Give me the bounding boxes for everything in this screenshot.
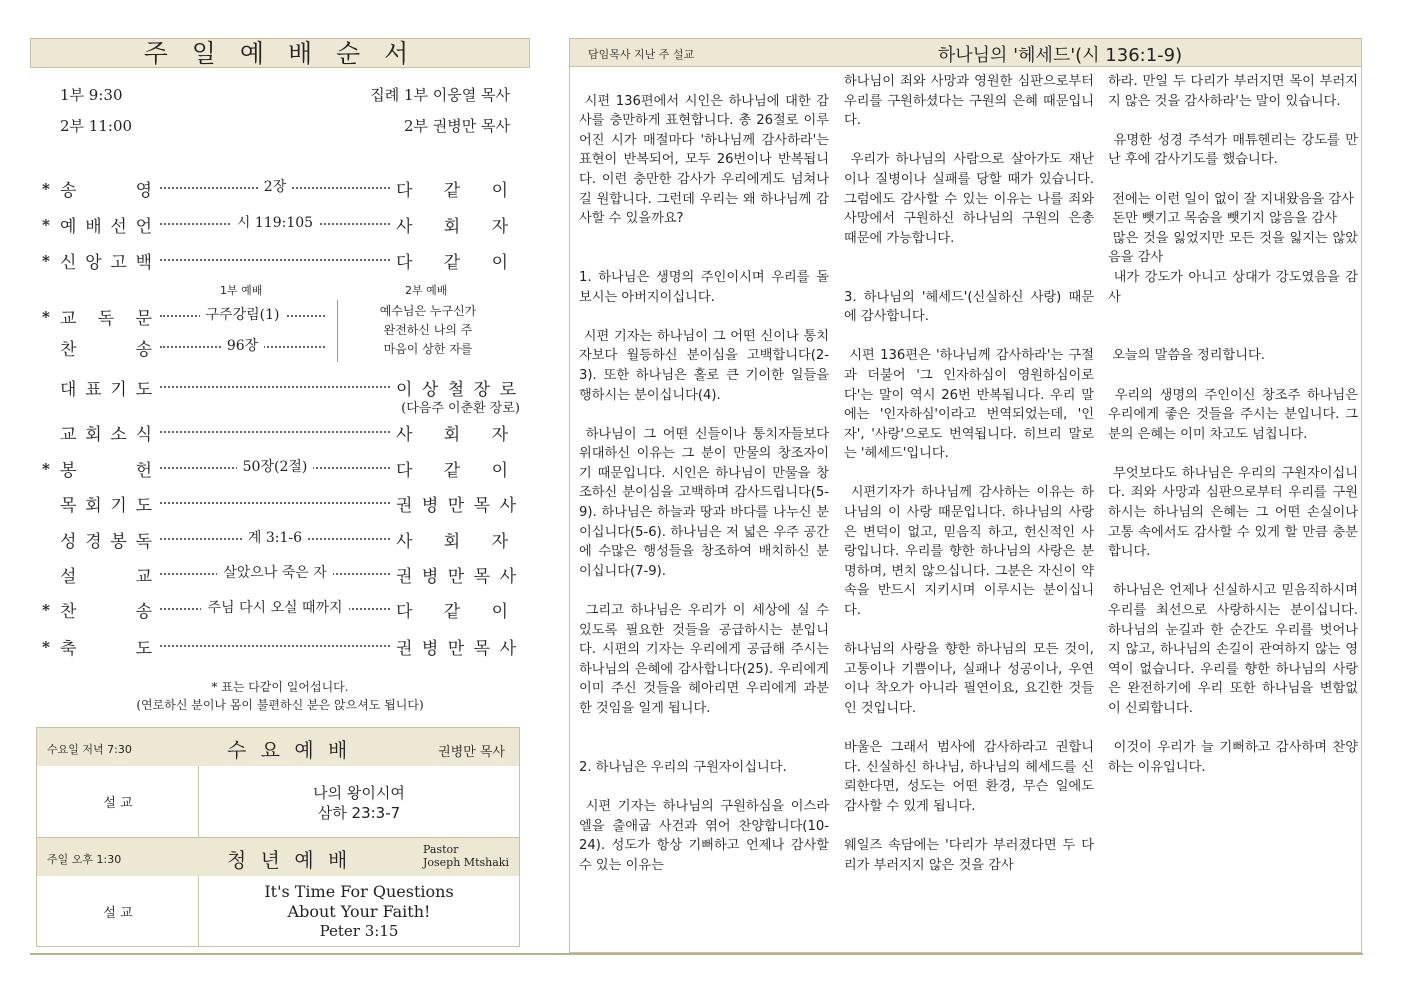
standing-mark: * [42, 180, 50, 198]
leader-char: 회 [443, 217, 461, 237]
order-item-char: 회 [85, 425, 102, 445]
order-item-name [60, 456, 152, 481]
order-item-detail-text: 50장(2절) [237, 459, 314, 475]
leader-char: 사 [499, 639, 516, 659]
order-item-char: 기 [110, 380, 127, 400]
order-item-char: 예 [60, 217, 77, 237]
order-row [42, 248, 516, 272]
order-item-char: 경 [85, 532, 102, 552]
order-item-leader [396, 527, 508, 552]
standing-mark: * [42, 216, 50, 234]
order-item-char: 축 [60, 639, 77, 659]
order-item-detail [160, 176, 390, 196]
order-item-char: 대 [60, 380, 77, 400]
order-item-char: 송 [135, 602, 152, 622]
order-item-char: 도 [135, 496, 152, 516]
leader-dots [160, 386, 390, 388]
leader-char: 권 [396, 496, 413, 516]
order-item-detail-text: 2장 [258, 179, 292, 195]
order-row [42, 375, 520, 416]
leader-char: 사 [499, 496, 516, 516]
order-item-char: 송 [60, 181, 77, 201]
order-row [42, 597, 516, 621]
order-item-leader-sub: (다음주 이춘환 장로) [401, 401, 520, 416]
hymn-2bu-line: 예수님은 누구신가 [379, 304, 477, 318]
sermon-column-3: 하라. 만일 두 다리가 부러지면 목이 부러지지 않은 것을 감사하라'는 말이 있습니다. 유명한 성경 주석가 매튜헨리는 강도를 만난 후에 감사기도를 했습니다. 전에는 이런 일이 없이 잘 지내왔음을 감사 돈만 뺏기고 목숨을 뺏기지 않음을 감사 많은 것을 잃었지만 모든 것을 잃지는 않았음을 감사 내가 강도가 아니고 상대가 강도였음을 감사 오늘의 말씀을 정리합니다. 우리의 생명의 주인이신 창조주 하나님은 우리에게 좋은 것들을 주시는 분입니다. 그분의 은혜는 이미 차고도 넘칩니다. 무엇보다도 하나님은 우리의 구원자이십니다. 죄와 사망과 심판으로부터 우리를 구원하시는 하나님의 은혜는 그 어떤 손실이나 고통 속에서도 감사할 수 있게 할 만큼 충분합니다. 하나님은 언제나 신실하시고 믿음직하시며 우리를 최선으로 사랑하시는 분이십니다. 하나님의 눈길과 한 순간도 우리를 벗어나지 않고, 하나님의 손길이 관여하지 않는 영역이 없습니다. 우리를 향한 하나님의 사랑은 완전하기에 우리 또한 하나님을 변함없이 신뢰합니다. 이것이 우리가 늘 기뻐하고 감사하며 찬양하는 이유입니다. [1108, 74, 1358, 775]
sermon-title: 하나님의 '헤세드'(시 136:1-9) [937, 45, 1183, 66]
youth-label: 설 교 [103, 906, 133, 921]
wednesday-sermon-title: 나의 왕이시여 [313, 784, 405, 802]
order-item-detail [160, 304, 325, 324]
order-item-name [60, 304, 152, 329]
hymn-2bu-line: 완전하신 나의 주 [383, 323, 473, 337]
order-row [42, 456, 516, 480]
sermon-column-2: 하나님이 죄와 사망과 영원한 심판으로부터 우리를 구원하셨다는 구원의 은혜 때문입니다. 우리가 하나님의 사람으로 살아가도 재난이나 질병이나 실패를 당할 때가 있습니다. 그럼에도 감사할 수 있는 이유는 나를 죄와 사망에서 구원하신 하나님의 구원의 은총 때문에 가능합니다. 3. 하나님의 '헤세드'(신실하신 사랑) 때문에 감사합니다. 시편 136편은 '하나님께 감사하라'는 구절과 더불어 '그 인자하심이 영원하심이로다'는 말이 역시 26번 반복됩니다. 우리 말에는 '인자하심'이라고 번역되었는데, '인자', '사랑'으로도 번역됩니다. 히브리 말로는 '헤세드'입니다. 시편기자가 하나님께 감사하는 이유는 하나님의 이 사랑 때문입니다. 하나님의 사랑은 변덕이 없고, 믿음직 하고, 헌신적인 사랑입니다. 우리를 향한 하나님의 사랑은 분명하며, 변치 않으십니다. 그분은 자신이 약속을 반드시 지키시며 이루시는 분이십니다. 하나님의 사랑을 향한 하나님의 모든 것이, 고통이나 기쁨이나, 실패나 성공이나, 우연이나 착오가 아니라 필연이요, 요긴한 것들인 것입니다. 바울은 그래서 범사에 감사하라고 권합니다. 신실하신 하나님, 하나님의 헤세드를 신뢰한다면, 성도는 어떤 환경, 무슨 일에도 감사할 수 있게 됩니다. 웨일즈 속담에는 '다리가 부러졌다면 두 다리가 부러지지 않은 것을 감사 [844, 74, 1094, 873]
leader-char: 다 [396, 181, 413, 201]
youth-sermon-line-2: About Your Faith! [287, 902, 431, 921]
leader-dots [160, 502, 390, 504]
order-item-char: 교 [60, 309, 77, 329]
leader-char: 같 [443, 602, 461, 622]
order-item-detail [160, 456, 390, 476]
order-item-detail [160, 212, 390, 232]
label-2bu: 2부 예배 [405, 284, 448, 297]
service-time-1: 1부 9:30 [60, 86, 123, 104]
order-item-name [60, 375, 152, 400]
wednesday-scripture: 삼하 23:3-7 [317, 804, 401, 822]
leader-char: 다 [396, 253, 413, 273]
order-item-char: 문 [135, 309, 152, 329]
leader-char: 사 [396, 532, 413, 552]
leader-char: 회 [443, 425, 461, 445]
order-item-detail [160, 527, 390, 547]
leader-char: 다 [396, 461, 413, 481]
order-item-char: 배 [85, 217, 102, 237]
standing-note: * 표는 다같이 일어섭니다. [211, 680, 349, 694]
order-item-detail-text: 96장 [221, 338, 264, 354]
youth-service-box [36, 837, 520, 947]
wednesday-time: 수요일 저녁 7:30 [47, 743, 132, 756]
leader-dots [160, 431, 390, 433]
order-row [42, 634, 516, 658]
youth-scripture: Peter 3:15 [319, 922, 399, 940]
leader-char: 회 [443, 532, 461, 552]
order-item-char: 선 [110, 217, 127, 237]
order-item-detail-text: 구주강림(1) [200, 307, 286, 323]
leader-char: 사 [499, 567, 516, 587]
order-row [42, 562, 516, 586]
order-item-char: 독 [97, 309, 115, 329]
order-item-leader [396, 634, 516, 659]
order-item-char: 기 [110, 496, 127, 516]
order-item-char: 봉 [60, 461, 77, 481]
wednesday-title: 수 요 예 배 [227, 738, 352, 762]
standing-mark: * [42, 601, 50, 619]
order-row [42, 491, 516, 515]
order-item-leader [396, 491, 516, 516]
standing-mark: * [42, 638, 50, 656]
order-row [42, 527, 516, 551]
leader-char: 로 [499, 380, 516, 400]
leader-char: 만 [447, 567, 465, 587]
standing-mark: * [42, 460, 50, 478]
order-item-leader [396, 176, 508, 201]
leader-char: 이 [491, 461, 508, 481]
hymn-2bu [348, 302, 508, 359]
leader-char: 이 [491, 181, 508, 201]
standing-mark: * [42, 308, 50, 326]
order-item-detail-text: 시 119:105 [231, 215, 319, 231]
order-item-leader [396, 420, 508, 445]
youth-sermon-line-1: It's Time For Questions [264, 882, 454, 901]
leader-char: 사 [396, 425, 413, 445]
leader-line-1: 집례 1부 이웅열 목사 [370, 86, 510, 104]
order-item-name [60, 597, 152, 622]
order-item-char: 교 [60, 425, 77, 445]
order-item-name [60, 634, 152, 659]
sermon-tag: 담임목사 지난 주 설교 [588, 48, 695, 61]
order-item-leader [396, 597, 508, 622]
order-item-name [60, 248, 152, 273]
order-item-detail [160, 335, 325, 355]
order-item-char: 회 [85, 496, 102, 516]
order-item-char: 앙 [85, 253, 102, 273]
hymn-2bu-line: 마음이 상한 자를 [383, 342, 473, 356]
leader-char: 이 [491, 602, 508, 622]
leader-char: 사 [396, 217, 413, 237]
youth-title: 청 년 예 배 [227, 848, 352, 872]
order-item-detail-text: 주님 다시 오실 때까지 [201, 600, 348, 616]
order-item-char: 고 [110, 253, 127, 273]
youth-pastor-title: Pastor [423, 843, 459, 856]
order-item-char: 찬 [60, 340, 77, 360]
leader-char: 병 [421, 567, 439, 587]
leader-char: 병 [421, 639, 439, 659]
order-row [42, 212, 516, 236]
leader-char: 권 [396, 639, 413, 659]
order-item-char: 헌 [135, 461, 152, 481]
leader-char: 목 [473, 496, 491, 516]
leader-char: 같 [443, 181, 461, 201]
order-item-char: 식 [135, 425, 152, 445]
sermon-header [569, 38, 1362, 67]
order-item-detail [160, 562, 390, 582]
order-item-char: 소 [110, 425, 127, 445]
seated-note: (연로하신 분이나 몸이 불편하신 분은 앉으셔도 됩니다) [136, 698, 424, 712]
leader-char: 같 [443, 461, 461, 481]
order-row [42, 420, 516, 444]
leader-char: 자 [491, 532, 508, 552]
order-item-char: 찬 [60, 602, 77, 622]
order-item-name [60, 335, 152, 360]
leader-char: 권 [396, 567, 413, 587]
leader-char: 병 [421, 496, 439, 516]
order-item-leader [396, 212, 508, 237]
order-item-char: 독 [135, 532, 152, 552]
order-item-char: 성 [60, 532, 77, 552]
leader-char: 자 [491, 217, 508, 237]
leader-char: 장 [473, 380, 491, 400]
leader-char: 목 [473, 567, 491, 587]
label-1bu: 1부 예배 [220, 284, 263, 297]
hymn-divider [337, 300, 338, 362]
order-item-char: 표 [85, 380, 102, 400]
order-item-name [60, 176, 152, 201]
order-item-detail-text: 계 3:1-6 [242, 530, 308, 546]
order-item-char: 신 [60, 253, 77, 273]
leader-char: 만 [447, 639, 465, 659]
order-item-char: 설 [60, 567, 77, 587]
order-item-detail-text: 살았으나 죽은 자 [217, 565, 333, 581]
order-item-leader [396, 562, 516, 587]
leader-dots [160, 259, 390, 261]
leader-line-2: 2부 권병만 목사 [403, 117, 510, 135]
order-item-char: 언 [135, 217, 152, 237]
order-item-name [60, 491, 152, 516]
order-item-name [60, 212, 152, 237]
order-item-leader [396, 248, 508, 273]
service-time-2: 2부 11:00 [60, 117, 133, 135]
worship-order-panel [30, 36, 530, 956]
leader-char: 상 [421, 380, 439, 400]
leader-char: 철 [447, 380, 465, 400]
order-row [42, 176, 516, 200]
order-item-name [60, 562, 152, 587]
order-item-char: 백 [135, 253, 152, 273]
order-item-char: 송 [135, 340, 152, 360]
leader-dots [160, 645, 390, 647]
order-item-name [60, 527, 152, 552]
leader-char: 다 [396, 602, 413, 622]
order-item-char: 봉 [110, 532, 127, 552]
leader-char: 만 [447, 496, 465, 516]
leader-char: 이 [396, 380, 413, 400]
wednesday-pastor: 권병만 목사 [438, 745, 505, 760]
order-item-char: 도 [135, 639, 152, 659]
worship-order-title: 주 일 예 배 순 서 [30, 38, 530, 68]
youth-time: 주일 오후 1:30 [47, 853, 122, 866]
order-item-char: 목 [60, 496, 77, 516]
order-item-detail [160, 597, 390, 617]
leader-char: 자 [491, 425, 508, 445]
order-item-leader [396, 456, 508, 481]
wednesday-label: 설 교 [103, 796, 133, 811]
leader-char: 같 [443, 253, 461, 273]
standing-mark: * [42, 252, 50, 270]
youth-pastor-name: Joseph Mtshaki [423, 856, 509, 869]
order-item-char: 교 [135, 567, 152, 587]
order-item-char: 도 [135, 380, 152, 400]
leader-char: 목 [473, 639, 491, 659]
order-item-name [60, 420, 152, 445]
leader-char: 이 [491, 253, 508, 273]
order-item-char: 영 [135, 181, 152, 201]
wednesday-service-box [36, 727, 520, 839]
sermon-body [569, 66, 1362, 953]
sermon-column-1: 시편 136편에서 시인은 하나님에 대한 감사를 충만하게 표현합니다. 총 26절로 이루어진 시가 매절마다 '하나님께 감사하라'는 표현이 반복되어, 모두 26번이나 반복됩니다. 이런 충만한 감사가 우리에게도 넘쳐나길 원합니다. 그런데 우리는 왜 하나님께 감사할 수 있을까요? 1. 하나님은 생명의 주인이시며 우리를 돌보시는 아버지이십니다. 시편 기자는 하나님이 그 어떤 신이나 통치자보다 월등하신 분이심을 고백합니다(2-3). 또한 하나님은 홀로 큰 기이한 일들을 행하시는 분이십니다(4). 하나님이 그 어떤 신들이나 통치자들보다 위대하신 이유는 그 분이 만물의 창조자이기 때문입니다. 시인은 하나님이 만물을 창조하신 분이심을 고백하며 감사드립니다(5-9). 하나님은 하늘과 땅과 바다를 나누신 분이십니다(5-6). 하나님은 저 넓은 우주 공간에 수많은 행성들을 창조하여 배치하신 분이십니다(7-9). 그리고 하나님은 우리가 이 세상에 실 수 있도록 필요한 것들을 공급하시는 분입니다. 시편의 기자는 우리에게 공급해 주시는 하나님의 은혜에 감사합니다(25). 우리에게 이미 주신 것들을 헤아리면 우리에게 과분한 것임을 일게 됩니다. 2. 하나님은 우리의 구원자이십니다. 시편 기자는 하나님의 구원하심을 이스라엘을 출애굽 사건과 엮어 찬양합니다(10-24). 성도가 항상 기뻐하고 언제나 감사할 수 있는 이유는 [579, 93, 829, 873]
